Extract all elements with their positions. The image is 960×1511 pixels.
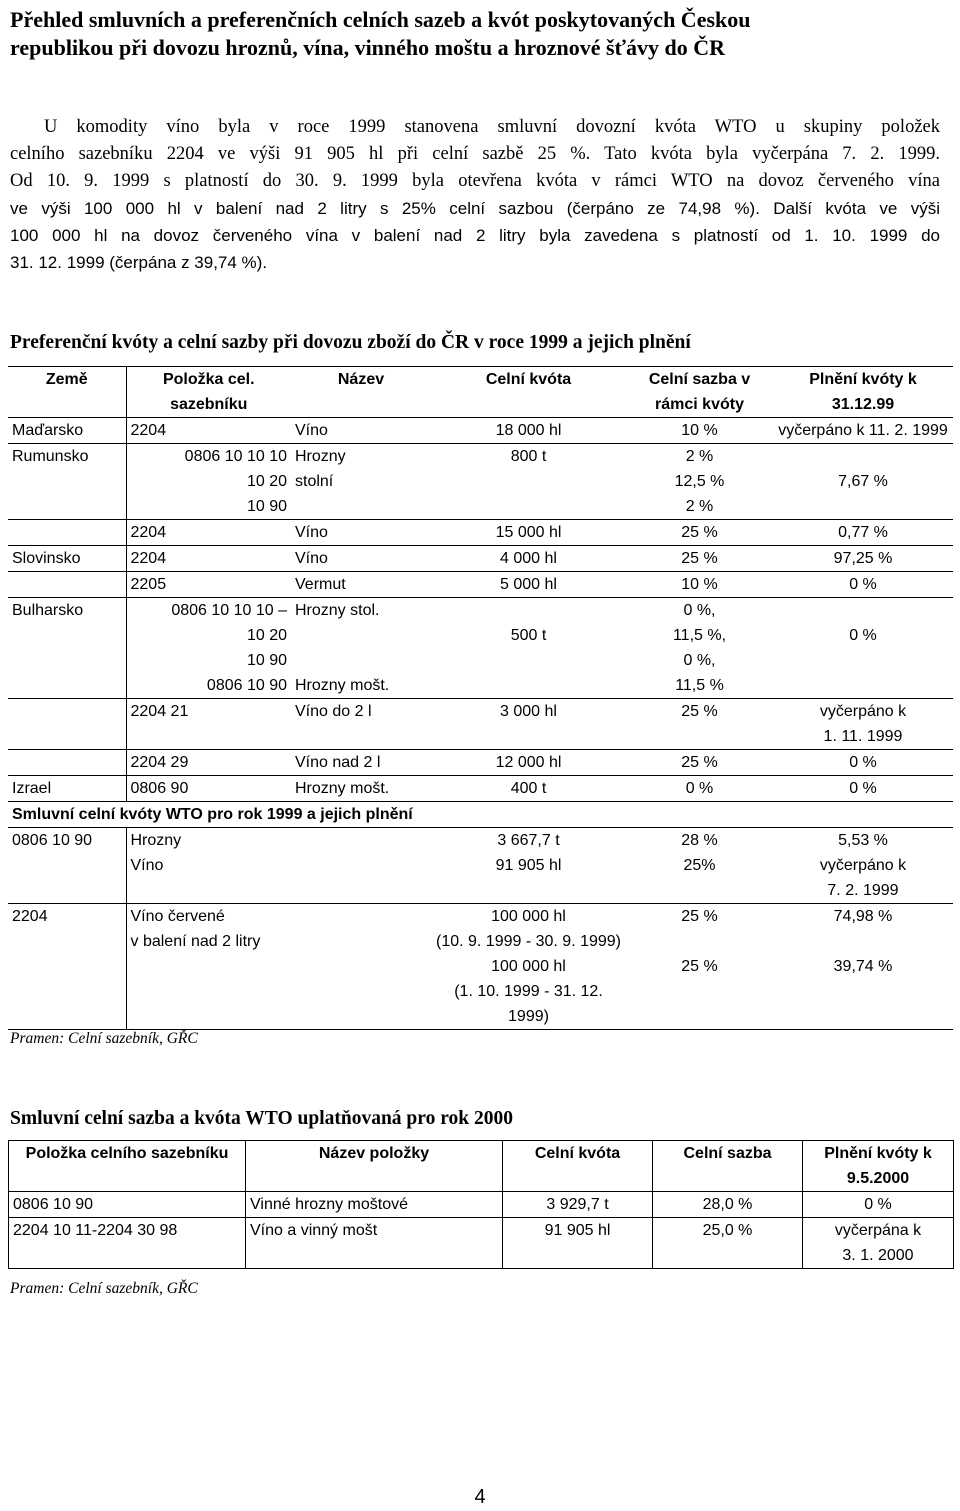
table1-heading: Preferenční kvóty a celní sazby při dovozu zboží do ČR v roce 1999 a jejich plnění bbox=[10, 332, 691, 353]
cell-tariff-item: 2204 29 bbox=[126, 750, 291, 776]
cell-tariff-item bbox=[8, 853, 126, 904]
cell-country bbox=[8, 520, 126, 546]
cell-name: Víno do 2 l bbox=[291, 699, 431, 750]
table2-source: Pramen: Celní sazebník, GŘC bbox=[10, 1280, 198, 1297]
cell-name: Víno bbox=[291, 546, 431, 572]
header-cell: Plnění kvóty k 31.12.99 bbox=[773, 367, 953, 418]
intro-line: U komodity víno byla v roce 1999 stanovena smluvní dovozní kvóta WTO u skupiny položek bbox=[44, 117, 940, 137]
cell-rate: 25 % bbox=[626, 699, 773, 750]
wto-2000-table bbox=[8, 1140, 954, 1269]
table-row bbox=[8, 776, 953, 802]
cell-quota: 800 t bbox=[431, 444, 626, 520]
header-cell: Plnění kvóty k 9.5.2000 bbox=[803, 1141, 954, 1192]
cell-rate: 25 % bbox=[626, 750, 773, 776]
table-row bbox=[8, 699, 953, 750]
table-row bbox=[8, 750, 953, 776]
cell-fulfilment: 0,77 % bbox=[773, 520, 953, 546]
header-cell: Celní kvóta bbox=[431, 367, 626, 418]
table-row bbox=[8, 904, 953, 955]
cell-tariff-item bbox=[8, 954, 126, 1030]
intro-line: ve výši 100 000 hl v balení nad 2 litry s 25% celní sazbou (čerpáno ze 74,98 %). Další kvóta ve výši bbox=[10, 199, 940, 218]
cell-tariff-item: 2204 10 11-2204 30 98 bbox=[9, 1218, 246, 1269]
cell-rate: 25 % bbox=[626, 546, 773, 572]
table-row bbox=[8, 572, 953, 598]
preferential-quota-table bbox=[8, 366, 953, 1030]
header-cell: Celní kvóta bbox=[503, 1141, 653, 1192]
cell-name: Hrozny stolní bbox=[291, 444, 431, 520]
table-row bbox=[8, 418, 953, 444]
table-row bbox=[8, 954, 953, 1030]
cell-rate: 10 % bbox=[626, 572, 773, 598]
cell-fulfilment: 97,25 % bbox=[773, 546, 953, 572]
header-cell: Položka cel. sazebníku bbox=[126, 367, 291, 418]
page-number: 4 bbox=[474, 1486, 486, 1508]
cell-quota: 12 000 hl bbox=[431, 750, 626, 776]
table-row bbox=[8, 598, 953, 699]
cell-tariff-item: 2204 bbox=[8, 904, 126, 955]
cell-rate: 10 % bbox=[626, 418, 773, 444]
table-header-row bbox=[9, 1141, 954, 1192]
cell-fulfilment: vyčerpáno k 1. 11. 1999 bbox=[773, 699, 953, 750]
cell-fulfilment: 0 % bbox=[773, 572, 953, 598]
table-header-row bbox=[8, 367, 953, 418]
cell-rate: 28,0 % bbox=[653, 1192, 803, 1218]
cell-name: Víno bbox=[291, 418, 431, 444]
cell-tariff-item: 0806 10 10 10 10 20 10 90 bbox=[126, 444, 291, 520]
cell-fulfilment: 5,53 % bbox=[773, 828, 953, 854]
table-row bbox=[8, 444, 953, 520]
table-row bbox=[8, 853, 953, 904]
intro-paragraph bbox=[10, 114, 940, 276]
cell-quota: 18 000 hl bbox=[431, 418, 626, 444]
cell-quota: 3 667,7 t bbox=[431, 828, 626, 854]
cell-tariff-item: 2204 21 bbox=[126, 699, 291, 750]
cell-fulfilment: 74,98 % bbox=[773, 904, 953, 955]
wto-heading-row bbox=[8, 802, 953, 828]
cell-name: Víno nad 2 l bbox=[291, 750, 431, 776]
cell-name: Víno červené v balení nad 2 litry bbox=[126, 904, 431, 955]
cell-fulfilment: 0 % bbox=[773, 598, 953, 699]
cell-rate: 28 % bbox=[626, 828, 773, 854]
wto-heading: Smluvní celní kvóty WTO pro rok 1999 a jejich plnění bbox=[8, 802, 953, 828]
cell-name: Víno a vinný mošt bbox=[246, 1218, 503, 1269]
header-cell: Položka celního sazebníku bbox=[9, 1141, 246, 1192]
cell-tariff-item: 0806 10 90 bbox=[9, 1192, 246, 1218]
intro-line: 31. 12. 1999 (čerpána z 39,74 %). bbox=[10, 253, 268, 272]
cell-quota: 15 000 hl bbox=[431, 520, 626, 546]
cell-quota: 100 000 hl (10. 9. 1999 - 30. 9. 1999) bbox=[431, 904, 626, 955]
header-cell: Země bbox=[8, 367, 126, 418]
cell-country bbox=[8, 572, 126, 598]
cell-country bbox=[8, 699, 126, 750]
cell-tariff-item: 0806 10 10 10 – 10 20 10 90 0806 10 90 bbox=[126, 598, 291, 699]
intro-line: celního sazebníku 2204 ve výši 91 905 hl při celní sazbě 25 %. Tato kvóta byla vyčerpána 7. 2. 1999. bbox=[10, 144, 940, 164]
cell-quota: 3 929,7 t bbox=[503, 1192, 653, 1218]
cell-rate: 25 % bbox=[626, 520, 773, 546]
header-cell: Název bbox=[291, 367, 431, 418]
cell-rate: 25 % bbox=[626, 904, 773, 955]
cell-quota: 4 000 hl bbox=[431, 546, 626, 572]
cell-tariff-item: 2204 bbox=[126, 520, 291, 546]
cell-quota: 500 t bbox=[431, 598, 626, 699]
table-row bbox=[9, 1218, 954, 1269]
header-cell: Název položky bbox=[246, 1141, 503, 1192]
cell-country: Slovinsko bbox=[8, 546, 126, 572]
cell-name: Hrozny mošt. bbox=[291, 776, 431, 802]
cell-country: Maďarsko bbox=[8, 418, 126, 444]
cell-tariff-item: 2205 bbox=[126, 572, 291, 598]
cell-name: Vinné hrozny moštové bbox=[246, 1192, 503, 1218]
cell-rate: 0 % bbox=[626, 776, 773, 802]
cell-name bbox=[126, 954, 431, 1030]
title-line: republikou při dovozu hroznů, vína, vinného moštu a hroznové šťávy do ČR bbox=[10, 35, 725, 60]
cell-rate: 25 % bbox=[681, 958, 718, 975]
cell-quota: 91 905 hl bbox=[495, 857, 562, 874]
cell-country: Bulharsko bbox=[8, 598, 126, 699]
header-cell: Celní sazba bbox=[653, 1141, 803, 1192]
cell-quota: 100 000 hl (1. 10. 1999 - 31. 12. 1999) bbox=[454, 958, 603, 1025]
cell-country bbox=[8, 750, 126, 776]
cell-country: Izrael bbox=[8, 776, 126, 802]
page-title bbox=[10, 6, 940, 62]
cell-name: Vermut bbox=[291, 572, 431, 598]
cell-quota: 400 t bbox=[431, 776, 626, 802]
cell-rate: 25,0 % bbox=[653, 1218, 803, 1269]
cell-fulfilment: 0 % bbox=[773, 750, 953, 776]
intro-line: 100 000 hl na dovoz červeného vína v balení nad 2 litry byla zavedena s platností od 1. 10. 1999 do bbox=[10, 226, 940, 245]
cell-fulfilment: 39,74 % bbox=[833, 958, 893, 975]
cell-name: Víno bbox=[291, 520, 431, 546]
cell-name: Hrozny stol. Hrozny mošt. bbox=[291, 598, 431, 699]
cell-fulfilment: 0 % bbox=[803, 1192, 954, 1218]
title-line: Přehled smluvních a preferenčních celních sazeb a kvót poskytovaných Českou bbox=[10, 7, 751, 32]
cell-country: Rumunsko bbox=[8, 444, 126, 520]
intro-line: Od 10. 9. 1999 s platností do 30. 9. 1999 byla otevřena kvóta v rámci WTO na dovoz červeného vína bbox=[10, 171, 940, 191]
cell-quota: 5 000 hl bbox=[431, 572, 626, 598]
cell-fulfilment: vyčerpána k 3. 1. 2000 bbox=[803, 1218, 954, 1269]
cell-tariff-item: 2204 bbox=[126, 546, 291, 572]
cell-tariff-item: 0806 90 bbox=[126, 776, 291, 802]
table-row bbox=[8, 520, 953, 546]
cell-name: Hrozny bbox=[126, 828, 431, 854]
table2-heading: Smluvní celní sazba a kvóta WTO uplatňovaná pro rok 2000 bbox=[10, 1108, 513, 1129]
table-row bbox=[9, 1192, 954, 1218]
cell-rate: 0 %, 11,5 %, 0 %, 11,5 % bbox=[626, 598, 773, 699]
cell-quota: 91 905 hl bbox=[503, 1218, 653, 1269]
cell-quota: 3 000 hl bbox=[431, 699, 626, 750]
table-row bbox=[8, 828, 953, 854]
cell-name: Víno bbox=[130, 857, 164, 874]
cell-tariff-item: 2204 bbox=[126, 418, 291, 444]
cell-fulfilment: vyčerpáno k 7. 2. 1999 bbox=[819, 857, 907, 899]
cell-rate: 2 % 12,5 % 2 % bbox=[626, 444, 773, 520]
cell-fulfilment: 7,67 % bbox=[773, 444, 953, 520]
table-row bbox=[8, 546, 953, 572]
cell-tariff-item: 0806 10 90 bbox=[8, 828, 126, 854]
cell-fulfilment: vyčerpáno k 11. 2. 1999 bbox=[773, 418, 953, 444]
table1-source: Pramen: Celní sazebník, GŘC bbox=[10, 1030, 198, 1047]
cell-fulfilment: 0 % bbox=[773, 776, 953, 802]
header-cell: Celní sazba v rámci kvóty bbox=[626, 367, 773, 418]
cell-rate: 25% bbox=[683, 857, 716, 874]
